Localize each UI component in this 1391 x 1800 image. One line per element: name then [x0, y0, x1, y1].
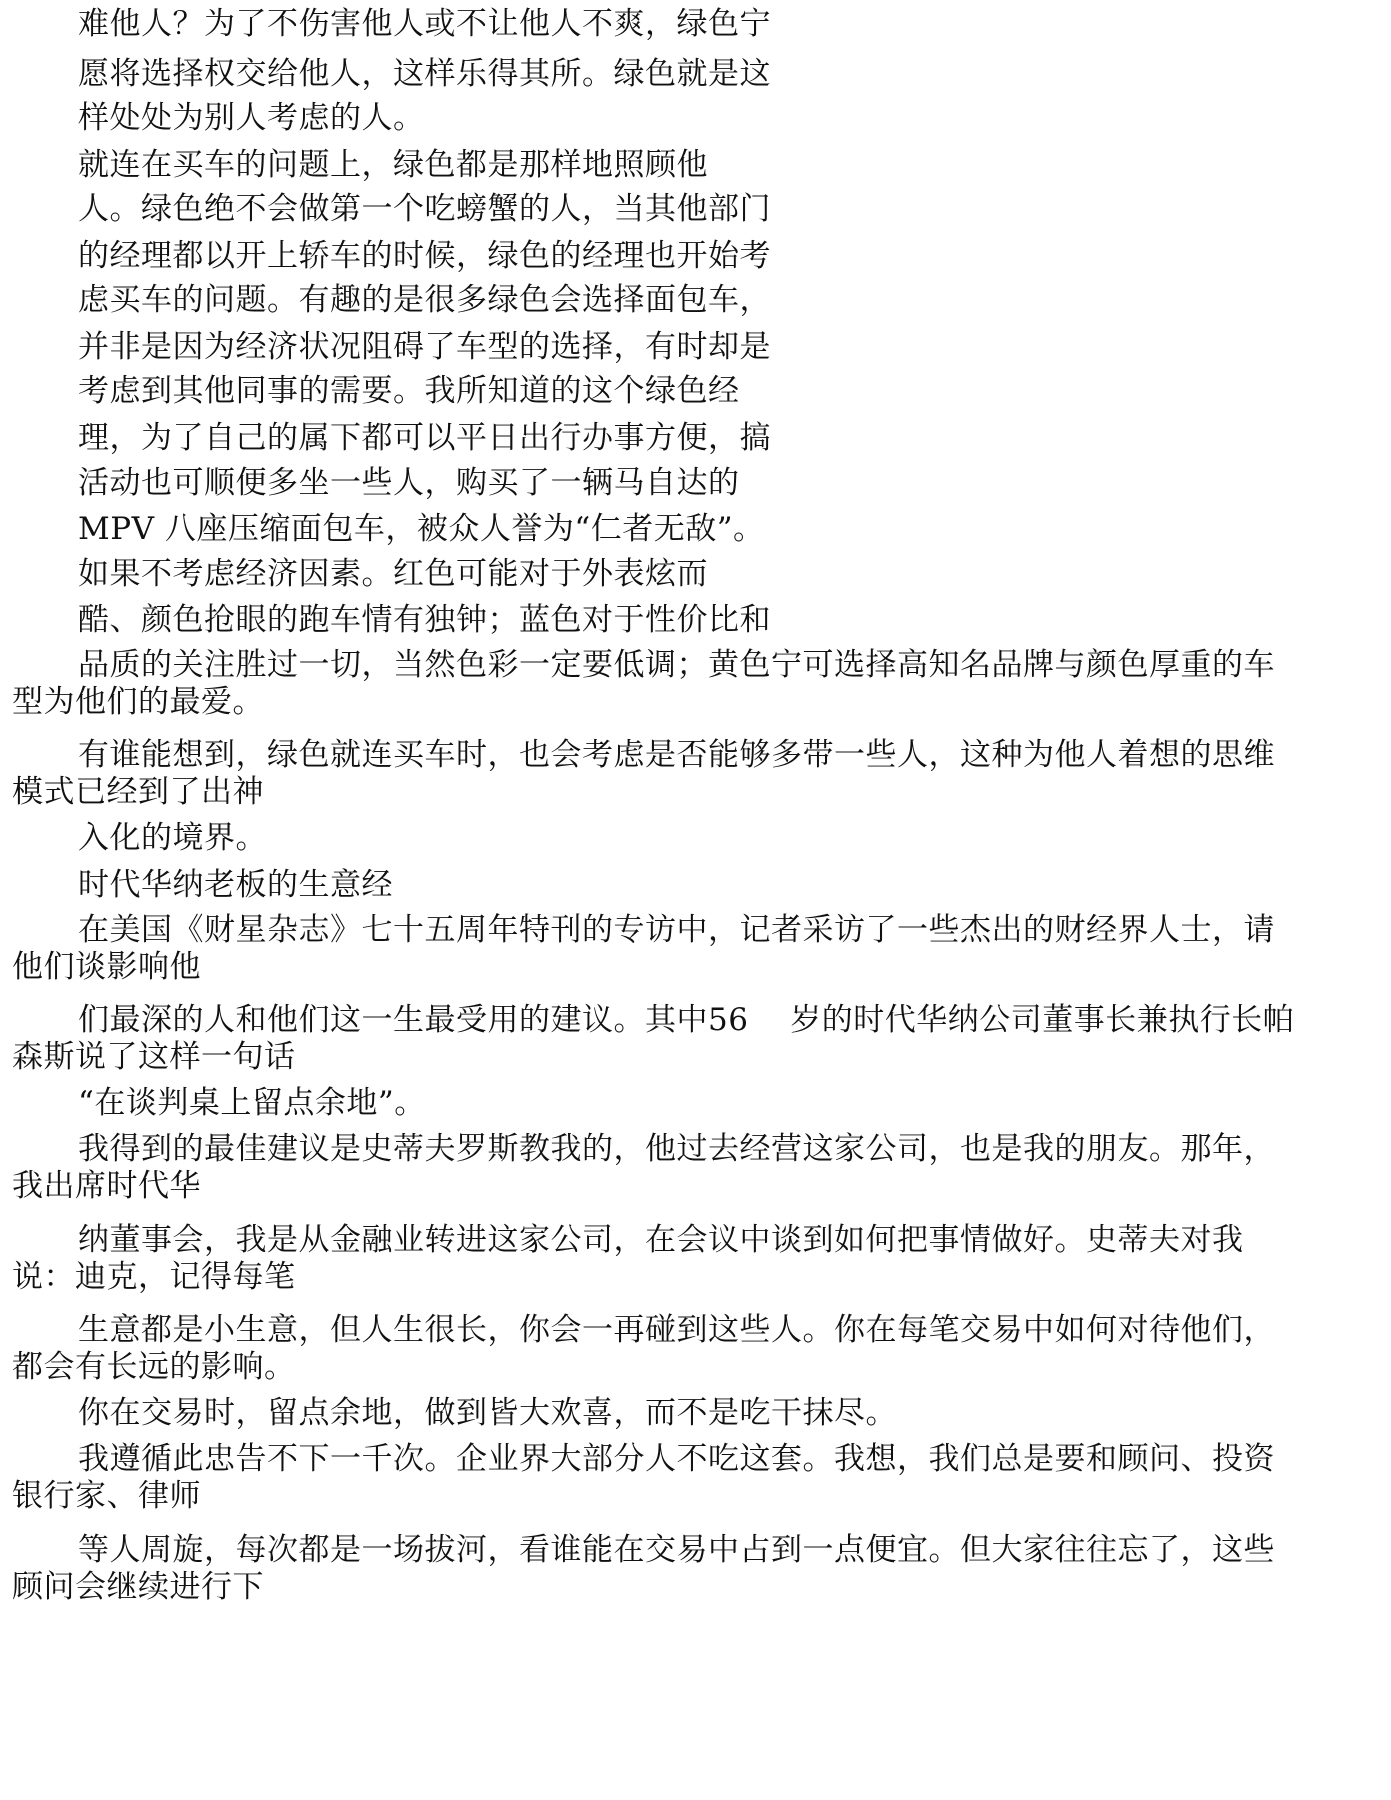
text-line: 活动也可顺便多坐一些人，购买了一辆马自达的: [78, 465, 740, 501]
text-line: 考虑到其他同事的需要。我所知道的这个绿色经: [78, 373, 740, 409]
text-line: 样处处为别人考虑的人。: [78, 100, 425, 136]
text-line: 难他人？为了不伤害他人或不让他人不爽，绿色宁: [78, 6, 771, 42]
text-line: 你在交易时，留点余地，做到皆大欢喜，而不是吃干抹尽。: [78, 1395, 897, 1431]
text-line: 都会有长远的影响。: [12, 1349, 296, 1385]
text-line: 型为他们的最爱。: [12, 684, 264, 720]
text-line: 酷、颜色抢眼的跑车情有独钟；蓝色对于性价比和: [78, 602, 771, 638]
text-line: 我出席时代华: [12, 1168, 201, 1204]
text-line: 纳董事会，我是从金融业转进这家公司，在会议中谈到如何把事情做好。史蒂夫对我: [78, 1222, 1244, 1258]
text-line: 森斯说了这样一句话: [12, 1039, 296, 1075]
text-line: 生意都是小生意，但人生很长，你会一再碰到这些人。你在每笔交易中如何对待他们，: [78, 1312, 1275, 1348]
text-line: 他们谈影响他: [12, 949, 201, 985]
text-line: 等人周旋，每次都是一场拔河，看谁能在交易中占到一点便宜。但大家往往忘了，这些: [78, 1532, 1275, 1568]
text-line: 理，为了自己的属下都可以平日出行办事方便，搞: [78, 420, 771, 456]
text-line: 银行家、律师: [12, 1478, 201, 1514]
text-line: 在美国《财星杂志》七十五周年特刊的专访中，记者采访了一些杰出的财经界人士，请: [78, 912, 1275, 948]
text-line: “在谈判桌上留点余地”。: [78, 1085, 426, 1121]
text-line: 就连在买车的问题上，绿色都是那样地照顾他: [78, 147, 708, 183]
text-line: 顾问会继续进行下: [12, 1569, 264, 1605]
text-line: 模式已经到了出神: [12, 774, 264, 810]
text-line: MPV 八座压缩面包车，被众人誉为“仁者无敌”。: [78, 511, 765, 547]
section-heading: 时代华纳老板的生意经: [78, 867, 393, 903]
text-line: 我得到的最佳建议是史蒂夫罗斯教我的，他过去经营这家公司，也是我的朋友。那年，: [78, 1131, 1275, 1167]
text-line: 并非是因为经济状况阻碍了车型的选择，有时却是: [78, 329, 771, 365]
text-line: 有谁能想到，绿色就连买车时，也会考虑是否能够多带一些人，这种为他人着想的思维: [78, 737, 1275, 773]
text-line: 如果不考虑经济因素。红色可能对于外表炫而: [78, 556, 708, 592]
text-line: 虑买车的问题。有趣的是很多绿色会选择面包车，: [78, 282, 771, 318]
text-line: 们最深的人和他们这一生最受用的建议。其中56 岁的时代华纳公司董事长兼执行长帕: [78, 1002, 1295, 1038]
text-line: 品质的关注胜过一切，当然色彩一定要低调；黄色宁可选择高知名品牌与颜色厚重的车: [78, 647, 1275, 683]
text-line: 说：迪克，记得每笔: [12, 1259, 296, 1295]
text-line: 的经理都以开上轿车的时候，绿色的经理也开始考: [78, 238, 771, 274]
text-line: 我遵循此忠告不下一千次。企业界大部分人不吃这套。我想，我们总是要和顾问、投资: [78, 1441, 1275, 1477]
text-line: 人。绿色绝不会做第一个吃螃蟹的人，当其他部门: [78, 191, 771, 227]
text-line: 入化的境界。: [78, 820, 267, 856]
text-line: 愿将选择权交给他人，这样乐得其所。绿色就是这: [78, 56, 771, 92]
